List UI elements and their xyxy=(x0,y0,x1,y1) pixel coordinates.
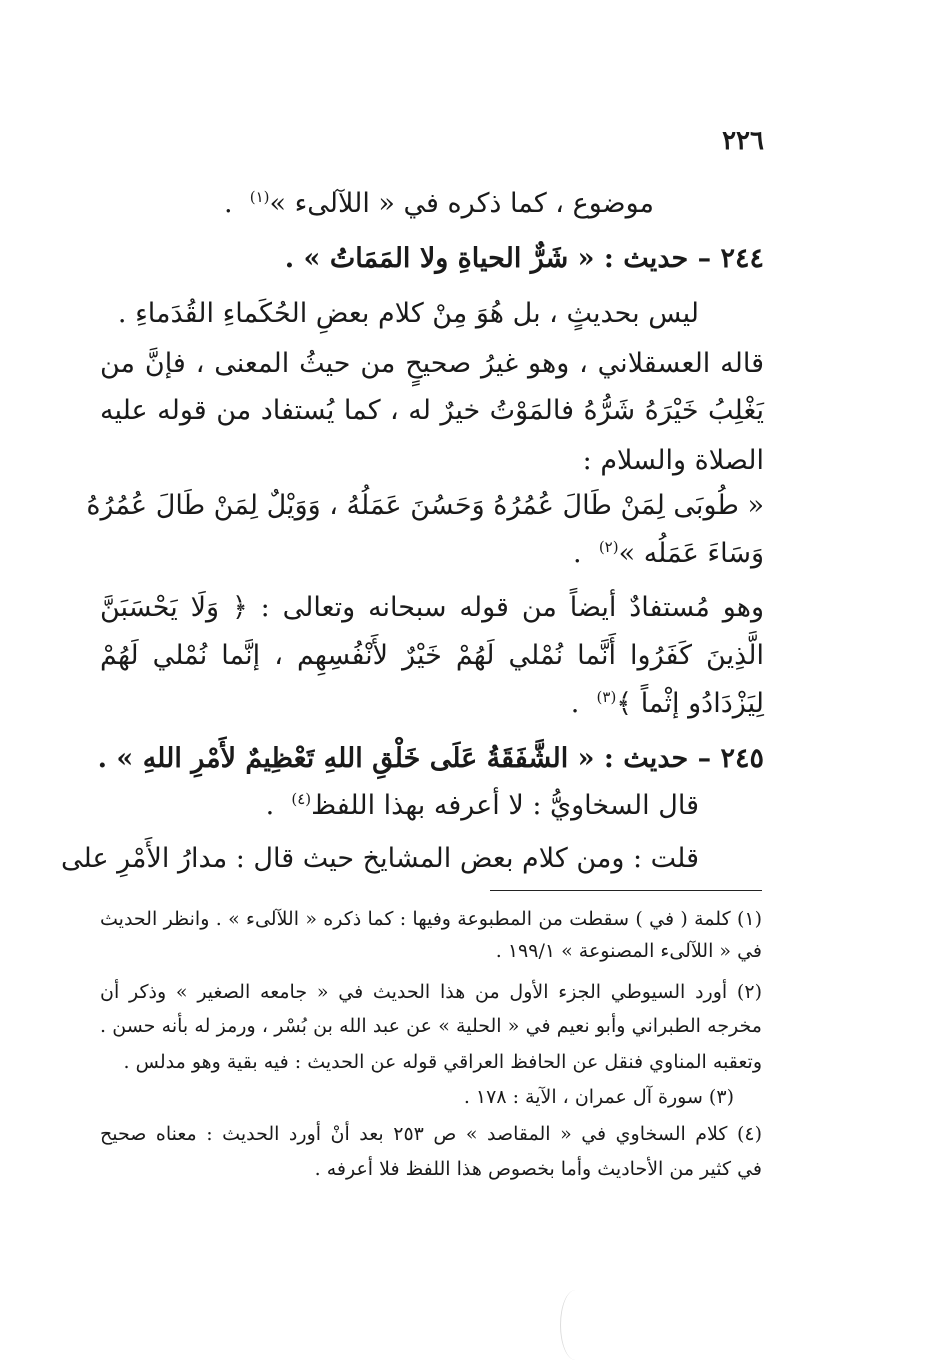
text-line xyxy=(266,792,699,819)
text-line: ليس بحديثٍ ، بل هُوَ مِنْ كلام بعضِ الحُكَماءِ القُدَماءِ . xyxy=(117,298,699,329)
line-period: . xyxy=(570,688,580,719)
footnote-marker: (٢) xyxy=(598,538,619,556)
footnote-line: (٣) سورة آل عمران ، الآية : ١٧٨ . xyxy=(463,1086,734,1108)
paper-mark xyxy=(560,1290,591,1360)
line-period: . xyxy=(265,790,275,821)
line-text: موضوع ، كما ذكره في « اللآلىء » xyxy=(269,188,654,219)
line-text: لِيَزْدَادُو إثْماً ﴾ xyxy=(616,688,764,719)
footnote-line: (٤) كلام السخاوي في « المقاصد » ص ٢٥٣ بعد أنْ أورد الحديث : معناه صحيح xyxy=(100,1123,762,1145)
hadith-quote-line: « طُوبَى لِمَنْ طَالَ عُمُرُهُ وَحَسُنَ عَمَلُهُ ، وَوَيْلٌ لِمَنْ طَالَ عُمُرُهُ xyxy=(86,490,764,521)
footnote-line: (١) كلمة ( في ) سقطت من المطبوعة وفيها : كما ذكره « اللآلىء » . وانظر الحديث xyxy=(100,908,762,930)
footnote-line: في كثير من الأحاديث وأما بخصوص هذا اللفظ فلا أعرفه . xyxy=(314,1158,762,1180)
quran-quote-line xyxy=(571,690,764,717)
footnote-line: (٢) أورد السيوطي الجزء الأول من هذا الحديث في « جامعه الصغير » وذكر أن xyxy=(100,981,762,1003)
text-line: قاله العسقلاني ، وهو غيرُ صحيحٍ من حيثُ المعنى ، فإنَّ من xyxy=(100,348,764,379)
text-line: يَغْلِبُ خَيْرَهُ شَرُّهُ فالمَوْتُ خيرٌ له ، كما يُستفاد من قوله عليه xyxy=(100,395,764,426)
text-line: قلت : ومن كلام بعض المشايخ حيث قال : مدارُ الأَمْرِ على xyxy=(61,843,699,874)
line-period: . xyxy=(223,188,233,219)
text-line xyxy=(224,190,654,217)
line-text: وَسَاءَ عَمَلُه » xyxy=(618,538,764,569)
footnote-marker: (٣) xyxy=(596,688,617,706)
footnote-line: في « اللآلىء المصنوعة » ١٩٩/١ . xyxy=(495,940,762,962)
quran-quote-line: الَّذِينَ كَفَرُوا أَنَّما نُمْلي لَهُمْ خَيْرٌ لأَنْفُسِهِم ، إنَّما نُمْلي لَهُمْ xyxy=(100,640,764,671)
hadith-244-heading: ٢٤٤ – حديث : « شَرٌّ الحياةِ ولا المَمَاتُ » . xyxy=(284,243,764,274)
footnote-marker: (٤) xyxy=(291,790,312,808)
hadith-quote-line xyxy=(573,540,764,567)
line-text: قال السخاويُّ : لا أعرفه بهذا اللفظ xyxy=(311,790,699,821)
line-period: . xyxy=(573,538,582,569)
page-number: ٢٢٦ xyxy=(722,126,764,156)
footnote-separator xyxy=(490,890,762,891)
footnote-line: مخرجه الطبراني وأبو نعيم في « الحلية » عن عبد الله بن بُسْر ، ورمز له بأنه حسن . xyxy=(100,1015,762,1037)
footnote-line: وتعقبه المناوي فنقل عن الحافظ العراقي قوله عن الحديث : فيه بقية وهو مدلس . xyxy=(123,1051,762,1073)
text-line: الصلاة والسلام : xyxy=(582,445,764,476)
footnote-marker: (١) xyxy=(249,188,270,206)
hadith-245-heading: ٢٤٥ – حديث : « الشَّفَقَةُ عَلَى خَلْقِ اللهِ تَعْظِيمٌ لأَمْرِ اللهِ » . xyxy=(97,743,764,774)
text-line: وهو مُستفادٌ أيضاً من قوله سبحانه وتعالى : ﴿ وَلَا يَحْسَبَنَّ xyxy=(100,592,764,623)
